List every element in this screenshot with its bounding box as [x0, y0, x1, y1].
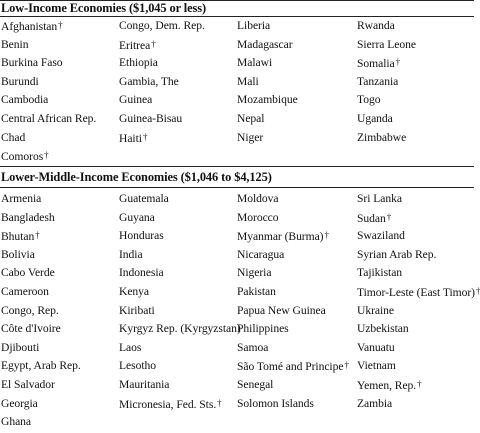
country-cell: Uganda — [357, 112, 393, 125]
country-cell: India — [119, 247, 143, 261]
country-cell: Egypt, Arab Rep. — [1, 359, 81, 373]
table-row — [0, 414, 474, 433]
country-cell: Rwanda — [357, 19, 395, 32]
country-cell: Cameroon — [1, 285, 49, 298]
dagger-mark: † — [324, 230, 329, 241]
country-cell: Malawi — [237, 56, 273, 70]
table-row — [0, 340, 474, 359]
table-row — [0, 321, 474, 340]
country-cell: Zambia — [357, 396, 393, 410]
country-cell: Pakistan — [237, 285, 276, 298]
table-row — [0, 265, 474, 284]
country-cell: Djibouti — [1, 340, 40, 354]
country-cell: Vietnam — [357, 359, 396, 373]
country-cell: Solomon Islands — [237, 396, 314, 410]
country-cell: Moldova — [237, 192, 279, 205]
country-cell: Gambia, The — [119, 74, 179, 88]
dagger-mark: † — [58, 20, 63, 30]
country-cell: Samoa — [237, 340, 269, 354]
table-row — [0, 396, 474, 415]
table-row — [0, 284, 480, 303]
section-separator-rule — [0, 166, 474, 167]
country-cell: Congo, Rep. — [1, 303, 59, 317]
country-cell: Benin — [1, 37, 29, 51]
country-cell: Lesotho — [119, 359, 157, 373]
country-cell: Comoros† — [1, 150, 49, 164]
country-cell: Indonesia — [119, 266, 164, 280]
country-cell: Yemen, Rep.† — [357, 379, 422, 392]
country-cell: Sierra Leone — [357, 37, 416, 51]
country-cell: Swaziland — [357, 229, 405, 243]
country-cell: Morocco — [237, 210, 279, 224]
country-cell: Somalia† — [357, 57, 401, 71]
country-cell: Tanzania — [357, 74, 399, 88]
table-row — [0, 18, 474, 37]
country-cell: Micronesia, Fed. Sts.† — [119, 397, 222, 411]
dagger-mark: † — [151, 38, 156, 49]
dagger-mark: † — [417, 379, 422, 389]
table-row — [0, 130, 474, 149]
table-row — [0, 148, 474, 167]
table-row — [0, 92, 474, 111]
table-row — [0, 377, 474, 396]
country-cell: Nepal — [237, 112, 265, 125]
country-cell: Timor-Leste (East Timor)† — [357, 286, 480, 299]
country-cell: Nigeria — [237, 266, 272, 280]
country-cell: Bhutan† — [1, 230, 40, 244]
country-cell: Eritrea† — [119, 38, 156, 52]
country-cell: Liberia — [237, 19, 271, 32]
table-row — [0, 191, 474, 210]
country-cell: Guyana — [119, 210, 155, 224]
country-cell: Côte d'Ivoire — [1, 322, 61, 336]
country-cell: Kyrgyz Rep. (Kyrgyzstan) — [119, 322, 241, 336]
country-cell: Burundi — [1, 74, 39, 88]
country-cell: Niger — [237, 130, 264, 144]
dagger-mark: † — [142, 131, 148, 142]
country-cell: Philippines — [237, 322, 289, 336]
table-row — [0, 303, 474, 322]
country-cell: Laos — [119, 340, 142, 354]
country-cell: Guinea — [119, 93, 153, 107]
country-cell: Mozambique — [237, 93, 298, 107]
country-cell: Georgia — [1, 396, 38, 410]
country-cell: Tajikistan — [357, 266, 403, 280]
country-cell: São Tomé and Principe† — [237, 360, 349, 374]
dagger-mark: † — [386, 211, 392, 222]
country-cell: Ukraine — [357, 303, 394, 317]
country-cell: Senegal — [237, 378, 274, 391]
country-cell: Congo, Dem. Rep. — [119, 19, 205, 32]
country-cell: Sri Lanka — [357, 192, 402, 205]
country-cell: Mali — [237, 74, 259, 88]
country-cell: Bolivia — [1, 247, 35, 261]
country-cell: Kiribati — [119, 303, 155, 317]
section-title-low-income: Low-Income Economies ($1,045 or less) — [1, 1, 206, 15]
table-row — [0, 210, 474, 229]
section-title-lower-middle-income: Lower-Middle-Income Economies ($1,046 to $4,125) — [1, 170, 272, 184]
country-cell: Armenia — [1, 192, 42, 205]
country-cell: Chad — [1, 130, 26, 144]
country-cell: Papua New Guinea — [237, 303, 326, 317]
country-cell: Myanmar (Burma)† — [237, 230, 329, 244]
table-row — [0, 37, 474, 56]
country-cell: Mauritania — [119, 378, 170, 391]
country-cell: Cambodia — [1, 93, 49, 107]
section-rule-low-income — [0, 16, 474, 17]
country-cell: Ghana — [1, 415, 32, 429]
country-cell: Zimbabwe — [357, 130, 407, 144]
country-cell: El Salvador — [1, 378, 55, 391]
table-row — [0, 55, 474, 74]
table-row — [0, 74, 474, 93]
country-cell: Kenya — [119, 285, 150, 298]
dagger-mark: † — [217, 397, 222, 408]
country-cell: Togo — [357, 93, 381, 107]
table-row — [0, 228, 474, 247]
country-cell: Burkina Faso — [1, 56, 63, 70]
table-row — [0, 358, 474, 377]
country-cell: Nicaragua — [237, 247, 285, 261]
country-cell: Vanuatu — [357, 340, 395, 354]
dagger-mark: † — [475, 286, 480, 296]
dagger-mark: † — [44, 150, 49, 161]
dagger-mark: † — [344, 360, 349, 371]
country-cell: Cabo Verde — [1, 266, 55, 280]
dagger-mark: † — [395, 57, 401, 68]
country-cell: Guatemala — [119, 192, 169, 205]
country-cell: Uzbekistan — [357, 322, 409, 336]
table-row — [0, 247, 474, 266]
dagger-mark: † — [35, 230, 40, 241]
country-cell: Afghanistan† — [1, 20, 63, 33]
country-cell: Central African Rep. — [1, 112, 97, 125]
country-cell: Syrian Arab Rep. — [357, 247, 437, 261]
country-cell: Ethiopia — [119, 56, 158, 70]
country-cell: Madagascar — [237, 37, 293, 51]
section-rule-lower-middle-income — [0, 187, 474, 188]
country-cell: Guinea-Bisau — [119, 112, 183, 125]
country-cell: Bangladesh — [1, 210, 55, 224]
country-cell: Honduras — [119, 229, 164, 243]
country-cell: Sudan† — [357, 211, 392, 225]
table-row — [0, 111, 474, 130]
country-cell: Haiti† — [119, 131, 148, 145]
